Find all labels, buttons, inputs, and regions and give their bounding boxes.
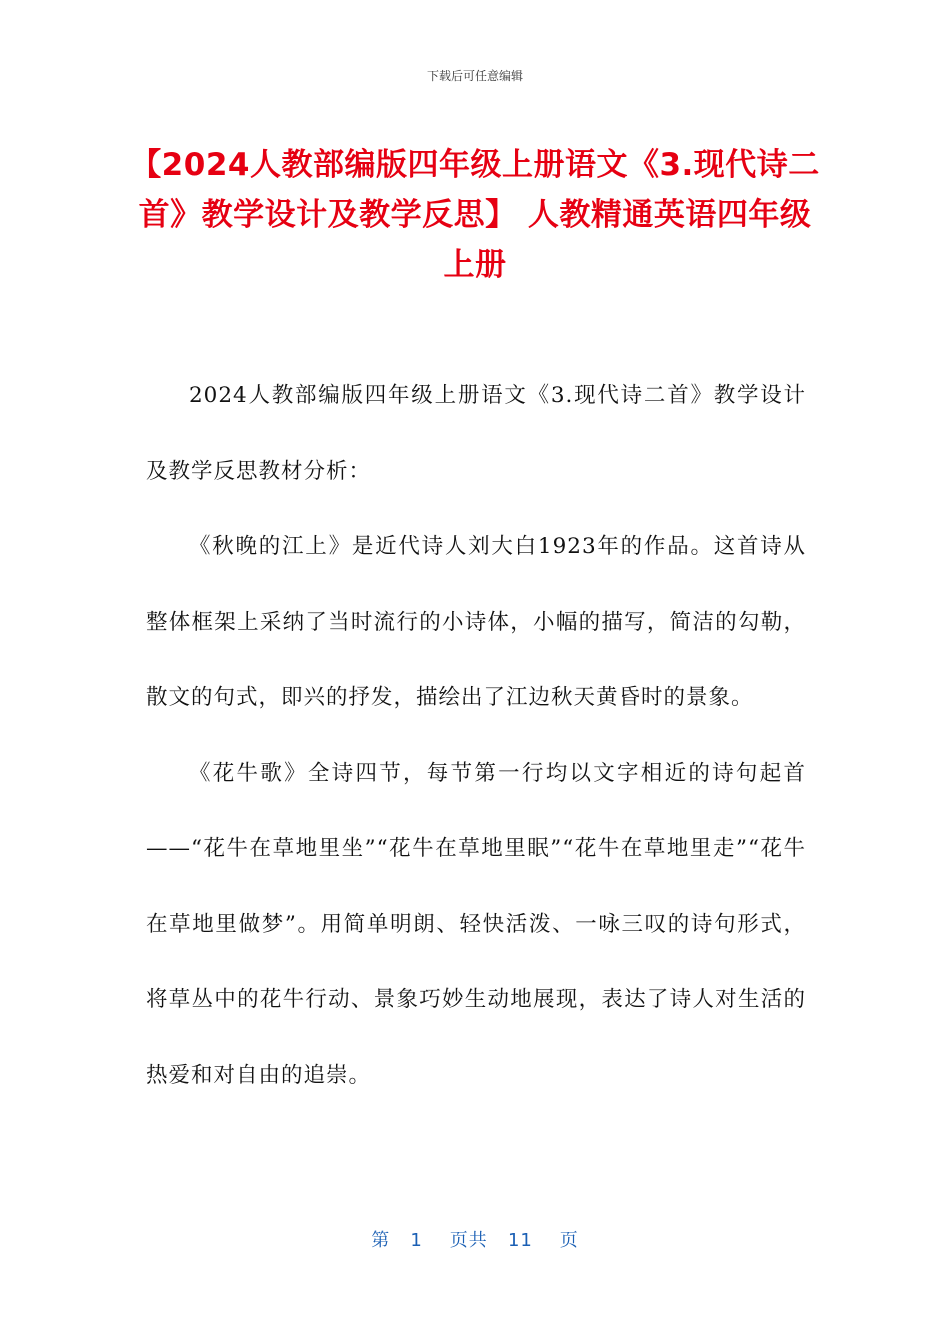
- document-title: 【2024人教部编版四年级上册语文《3.现代诗二首》教学设计及教学反思】 人教精通英语四年级上册: [130, 147, 820, 283]
- paragraph-intro: 2024人教部编版四年级上册语文《3.现代诗二首》教学设计及教学反思教材分析：: [146, 383, 806, 484]
- footer-suffix: 页: [559, 1230, 579, 1251]
- header-note: 下载后可任意编辑: [426, 69, 523, 83]
- footer-prefix: 第: [371, 1230, 391, 1251]
- footer-total-pages: 11: [507, 1230, 533, 1251]
- page-footer: [0, 1226, 950, 1252]
- footer-middle: 页共: [449, 1230, 488, 1251]
- paragraph-qiuwan: 《秋晚的江上》是近代诗人刘大白1923年的作品。这首诗从整体框架上采纳了当时流行的小诗体，小幅的描写，简洁的勾勒，散文的句式，即兴的抒发，描绘出了江边秋天黄昏时的景象。: [146, 534, 806, 710]
- footer-page-number: 1: [410, 1230, 423, 1251]
- document-body: [146, 358, 806, 1113]
- paragraph-huaniu: 《花牛歌》全诗四节，每节第一行均以文字相近的诗句起首——“花牛在草地里坐”“花牛在草地里眠”“花牛在草地里走”“花牛在草地里做梦”。用简单明朗、轻快活泼、一咏三叹的诗句形式，将草丛中的花牛行动、景象巧妙生动地展现，表达了诗人对生活的热爱和对自由的追崇。: [146, 760, 806, 1088]
